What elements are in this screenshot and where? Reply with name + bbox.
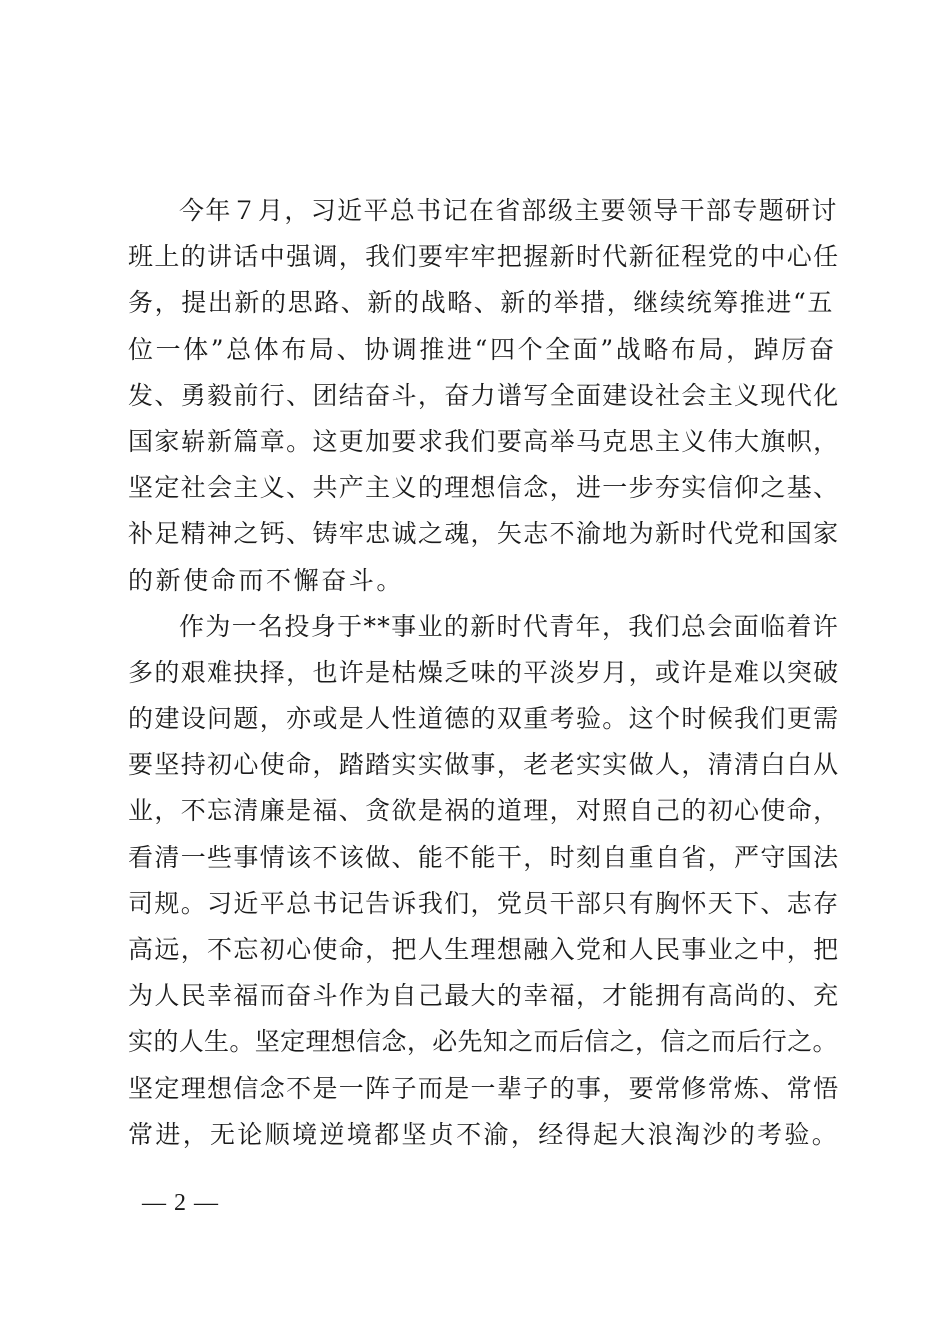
page-number: — 2 — <box>142 1190 219 1216</box>
body-text <box>128 188 840 1158</box>
text-line: 为人民幸福而奋斗作为自己最大的幸福，才能拥有高尚的、充 <box>128 981 840 1011</box>
text-line: 多的艰难抉择，也许是枯燥乏味的平淡岁月，或许是难以突破 <box>128 657 840 687</box>
text-line: 司规。习近平总书记告诉我们，党员干部只有胸怀天下、志存 <box>128 888 840 918</box>
text-line: 实的人生。坚定理想信念，必先知之而后信之，信之而后行之。 <box>128 1027 838 1057</box>
text-line: 坚定社会主义、共产主义的理想信念，进一步夯实信仰之基、 <box>128 473 840 503</box>
text-line: 补足精神之钙、铸牢忠诚之魂，矢志不渝地为新时代党和国家 <box>128 519 840 549</box>
text-line: 高远，不忘初心使命，把人生理想融入党和人民事业之中，把 <box>128 935 840 964</box>
text-line: 发、勇毅前行、团结奋斗，奋力谱写全面建设社会主义现代化 <box>128 380 840 410</box>
text-line: 作为一名投身于**事业的新时代青年，我们总会面临着许 <box>179 611 840 641</box>
text-line: 的建设问题，亦或是人性道德的双重考验。这个时候我们更需 <box>128 704 840 734</box>
text-line: 常进，无论顺境逆境都坚贞不渝，经得起大浪淘沙的考验。 <box>128 1119 840 1149</box>
text-line: 班上的讲话中强调，我们要牢牢把握新时代新征程党的中心任 <box>128 242 840 272</box>
text-line: 坚定理想信念不是一阵子而是一辈子的事，要常修常炼、常悟 <box>128 1073 840 1103</box>
text-line: 务，提出新的思路、新的战略、新的举措，继续统筹推进“五 <box>128 288 834 318</box>
text-line: 要坚持初心使命，踏踏实实做事，老老实实做人，清清白白从 <box>128 750 840 780</box>
text-line: 业，不忘清廉是福、贪欲是祸的道理，对照自己的初心使命， <box>128 796 840 826</box>
paragraph-2 <box>128 604 840 1158</box>
text-line: 今年７月，习近平总书记在省部级主要领导干部专题研讨 <box>179 196 838 225</box>
text-line: 看清一些事情该不该做、能不能干，时刻自重自省，严守国法 <box>128 842 840 872</box>
text-line: 位一体”总体布局、协调推进“四个全面”战略布局，踔厉奋 <box>128 334 837 364</box>
paragraph-1 <box>128 188 840 604</box>
text-line: 国家崭新篇章。这更加要求我们要高举马克思主义伟大旗帜， <box>128 426 840 456</box>
text-line: 的新使命而不懈奋斗。 <box>128 565 405 595</box>
